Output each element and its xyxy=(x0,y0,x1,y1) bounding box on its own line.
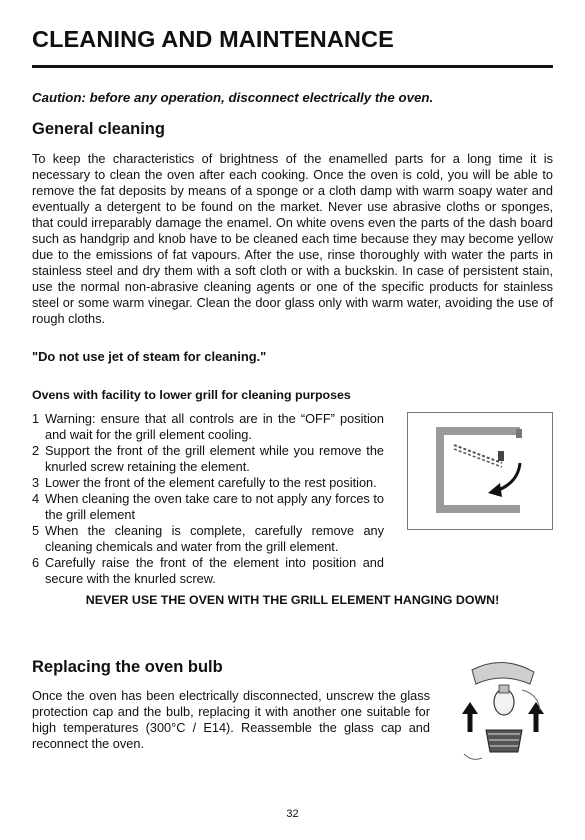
grill-heading: Ovens with facility to lower grill for cleaning purposes xyxy=(32,388,351,402)
step-text: Warning: ensure that all controls are in the “OFF” position and wait for the grill element cooling. xyxy=(45,411,384,442)
list-item xyxy=(32,491,384,523)
page-number: 32 xyxy=(286,808,299,820)
bulb-text: Once the oven has been electrically disconnected, unscrew the glass protection cap and the bulb, replacing it with another one suitable for high temperatures (300°C / E14). Reassemble the glass cap and reconnect the oven. xyxy=(32,688,430,751)
general-cleaning-text: To keep the characteristics of brightness of the enamelled parts for a long time it is necessary to clean the oven after each cooking. Once the oven is cold, you will be able to remove the fat deposits by means of a sponge or a cloth damp with warm soapy water and eventually a detergent to be found on the market. Never use abrasive cloths or sponges, that could irreparably damage the enamel. On white ovens even the parts of the dash board such as handgrip and knob have to be cleaned each time because they may become yellow due to the emissions of fat vapours. After the use, rinse thoroughly with water the parts in stainless steel and dry them with a soft cloth or with a buckskin. In case of persistent stain, use the normal non-abrasive cleaning agents or one of the specific products for stainless steel or some warm vinegar. Clean the door glass only with warm water, avoiding the use of rough cloths. xyxy=(32,151,553,326)
step-text: Carefully raise the front of the element into position and secure with the knurled screw. xyxy=(45,555,384,586)
grill-steps-list xyxy=(32,411,384,587)
bulb-illustration xyxy=(452,650,552,770)
step-number: 2 xyxy=(32,443,40,458)
step-text: When the cleaning is complete, carefully remove any cleaning chemicals and water from the grill element. xyxy=(45,523,384,554)
grill-hanging-warning: NEVER USE THE OVEN WITH THE GRILL ELEMENT HANGING DOWN! xyxy=(85,593,500,607)
list-item xyxy=(32,555,384,587)
step-number: 5 xyxy=(32,523,40,538)
bulb-replacement-drawing xyxy=(452,650,552,770)
caution-note: Caution: before any operation, disconnect electrically the oven. xyxy=(32,90,434,105)
bulb-heading: Replacing the oven bulb xyxy=(32,658,223,676)
list-item xyxy=(32,411,384,443)
steam-warning: "Do not use jet of steam for cleaning." xyxy=(32,349,267,364)
step-number: 6 xyxy=(32,555,40,570)
step-text: When cleaning the oven take care to not apply any forces to the grill element xyxy=(45,491,384,522)
list-item xyxy=(32,523,384,555)
general-cleaning-heading: General cleaning xyxy=(32,120,165,138)
step-text: Lower the front of the element carefully to the rest position. xyxy=(45,475,377,490)
step-text: Support the front of the grill element while you remove the knurled screw retaining the element. xyxy=(45,443,384,474)
oven-cavity-drawing xyxy=(408,413,552,529)
title-rule xyxy=(32,65,553,68)
list-item xyxy=(32,475,384,491)
step-number: 4 xyxy=(32,491,40,506)
page-title: CLEANING AND MAINTENANCE xyxy=(32,26,394,52)
grill-illustration xyxy=(407,412,553,530)
list-item xyxy=(32,443,384,475)
step-number: 3 xyxy=(32,475,40,490)
step-number: 1 xyxy=(32,411,40,426)
